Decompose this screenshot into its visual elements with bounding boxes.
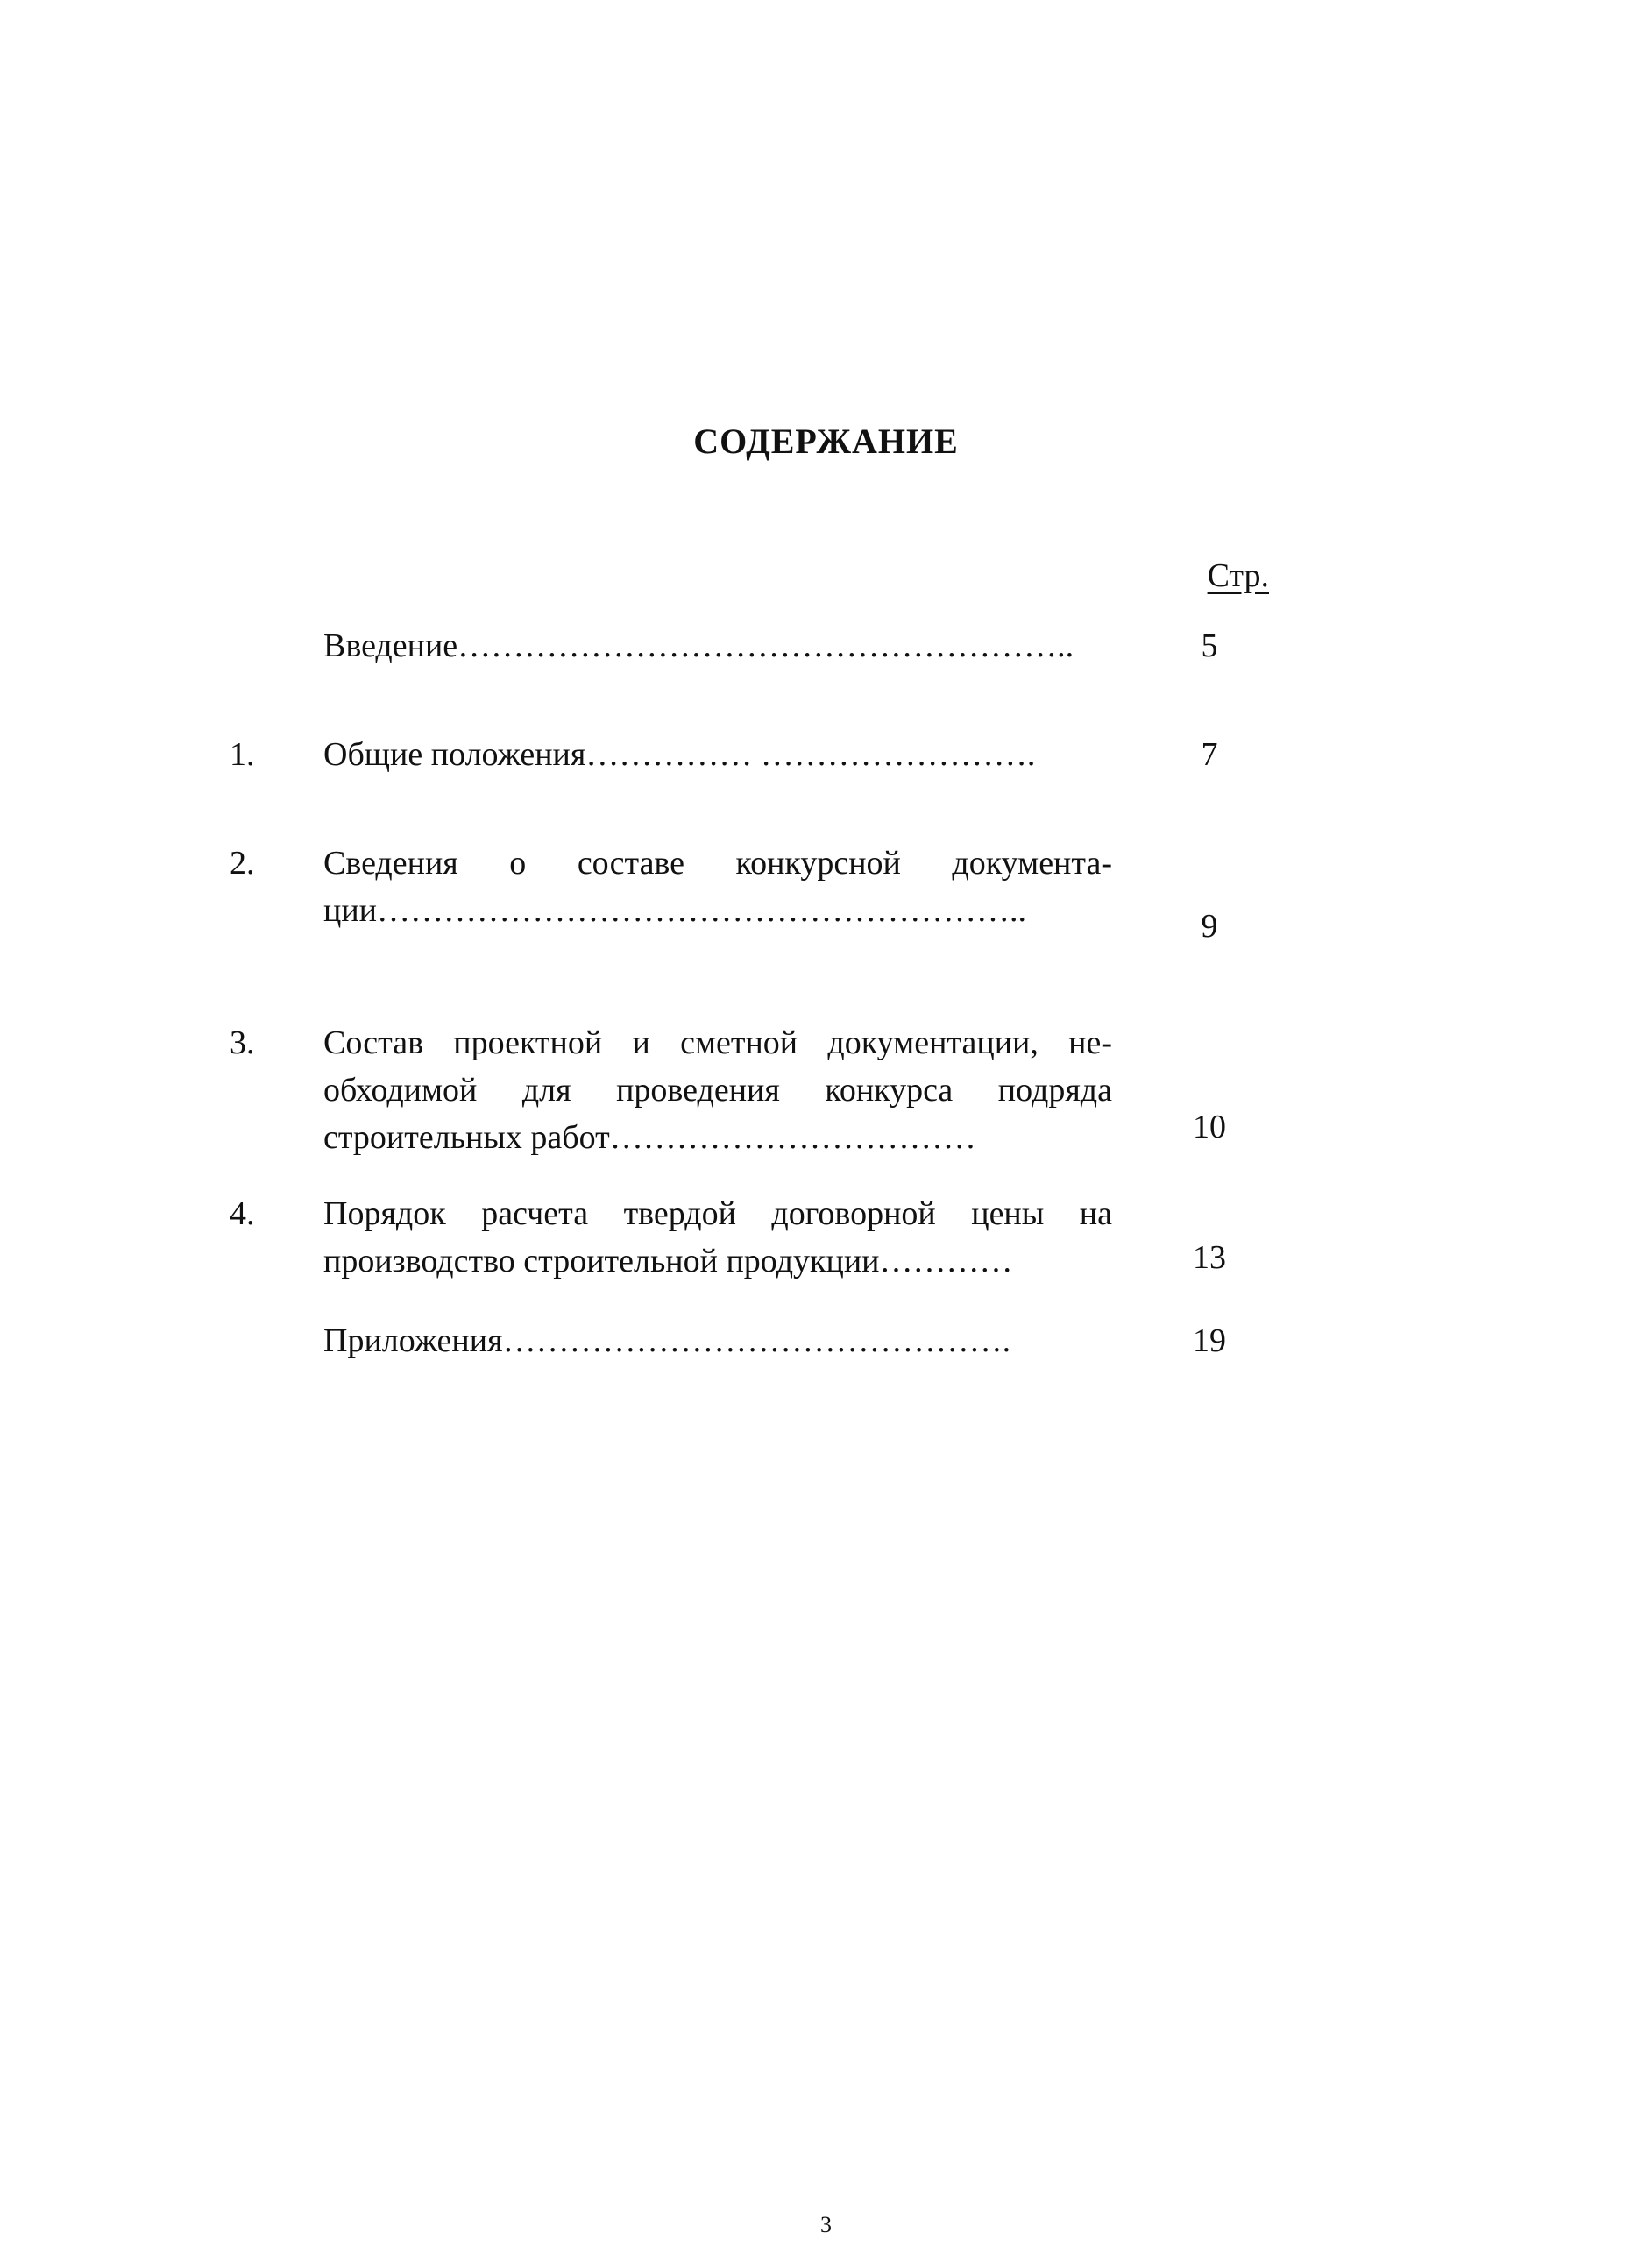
toc-entry-page: 13 [1193, 1239, 1226, 1276]
toc-entry-line: Приложения………………………………………. [323, 1322, 1011, 1359]
toc-entry-line: Порядок расчета твердой договорной цены на [323, 1195, 1112, 1232]
toc-entry-line: строительных работ…………………………… [323, 1119, 976, 1156]
toc-entry-title [323, 731, 1112, 778]
toc-entry-number: 3. [230, 1024, 255, 1061]
toc-entry-title [323, 1190, 1112, 1285]
toc-entry-page: 7 [1201, 736, 1218, 773]
toc-entry-line: ции………………………………………………….. [323, 892, 1027, 929]
toc-entry-number: 2. [230, 845, 255, 882]
pages-column-header: Стр. [1207, 557, 1269, 594]
toc-entry-title [323, 1317, 1112, 1364]
toc-entry-line: Состав проектной и сметной документации, не- [323, 1024, 1112, 1061]
toc-entry-line: Сведения о составе конкурсной документа- [323, 845, 1112, 882]
toc-entry-title [323, 622, 1112, 670]
toc-entry-line: производство строительной продукции………… [323, 1243, 1013, 1279]
toc-entry-number: 1. [230, 736, 255, 773]
toc-entry-page: 10 [1193, 1109, 1226, 1145]
page-number: 3 [820, 2212, 832, 2237]
toc-entry-page: 19 [1193, 1322, 1226, 1359]
toc-entry-page: 5 [1201, 627, 1218, 664]
toc-entry-line: обходимой для проведения конкурса подряда [323, 1072, 1112, 1109]
page-title: СОДЕРЖАНИЕ [693, 422, 959, 461]
toc-entry-number: 4. [230, 1195, 255, 1232]
toc-entry-line: Общие положения…………… ……………………. [323, 736, 1036, 773]
toc-entry-line: Введение……………………………………………….. [323, 627, 1074, 664]
toc-entry-title [323, 840, 1112, 934]
toc-entry-title [323, 1019, 1112, 1161]
toc-entry-page: 9 [1201, 908, 1218, 945]
